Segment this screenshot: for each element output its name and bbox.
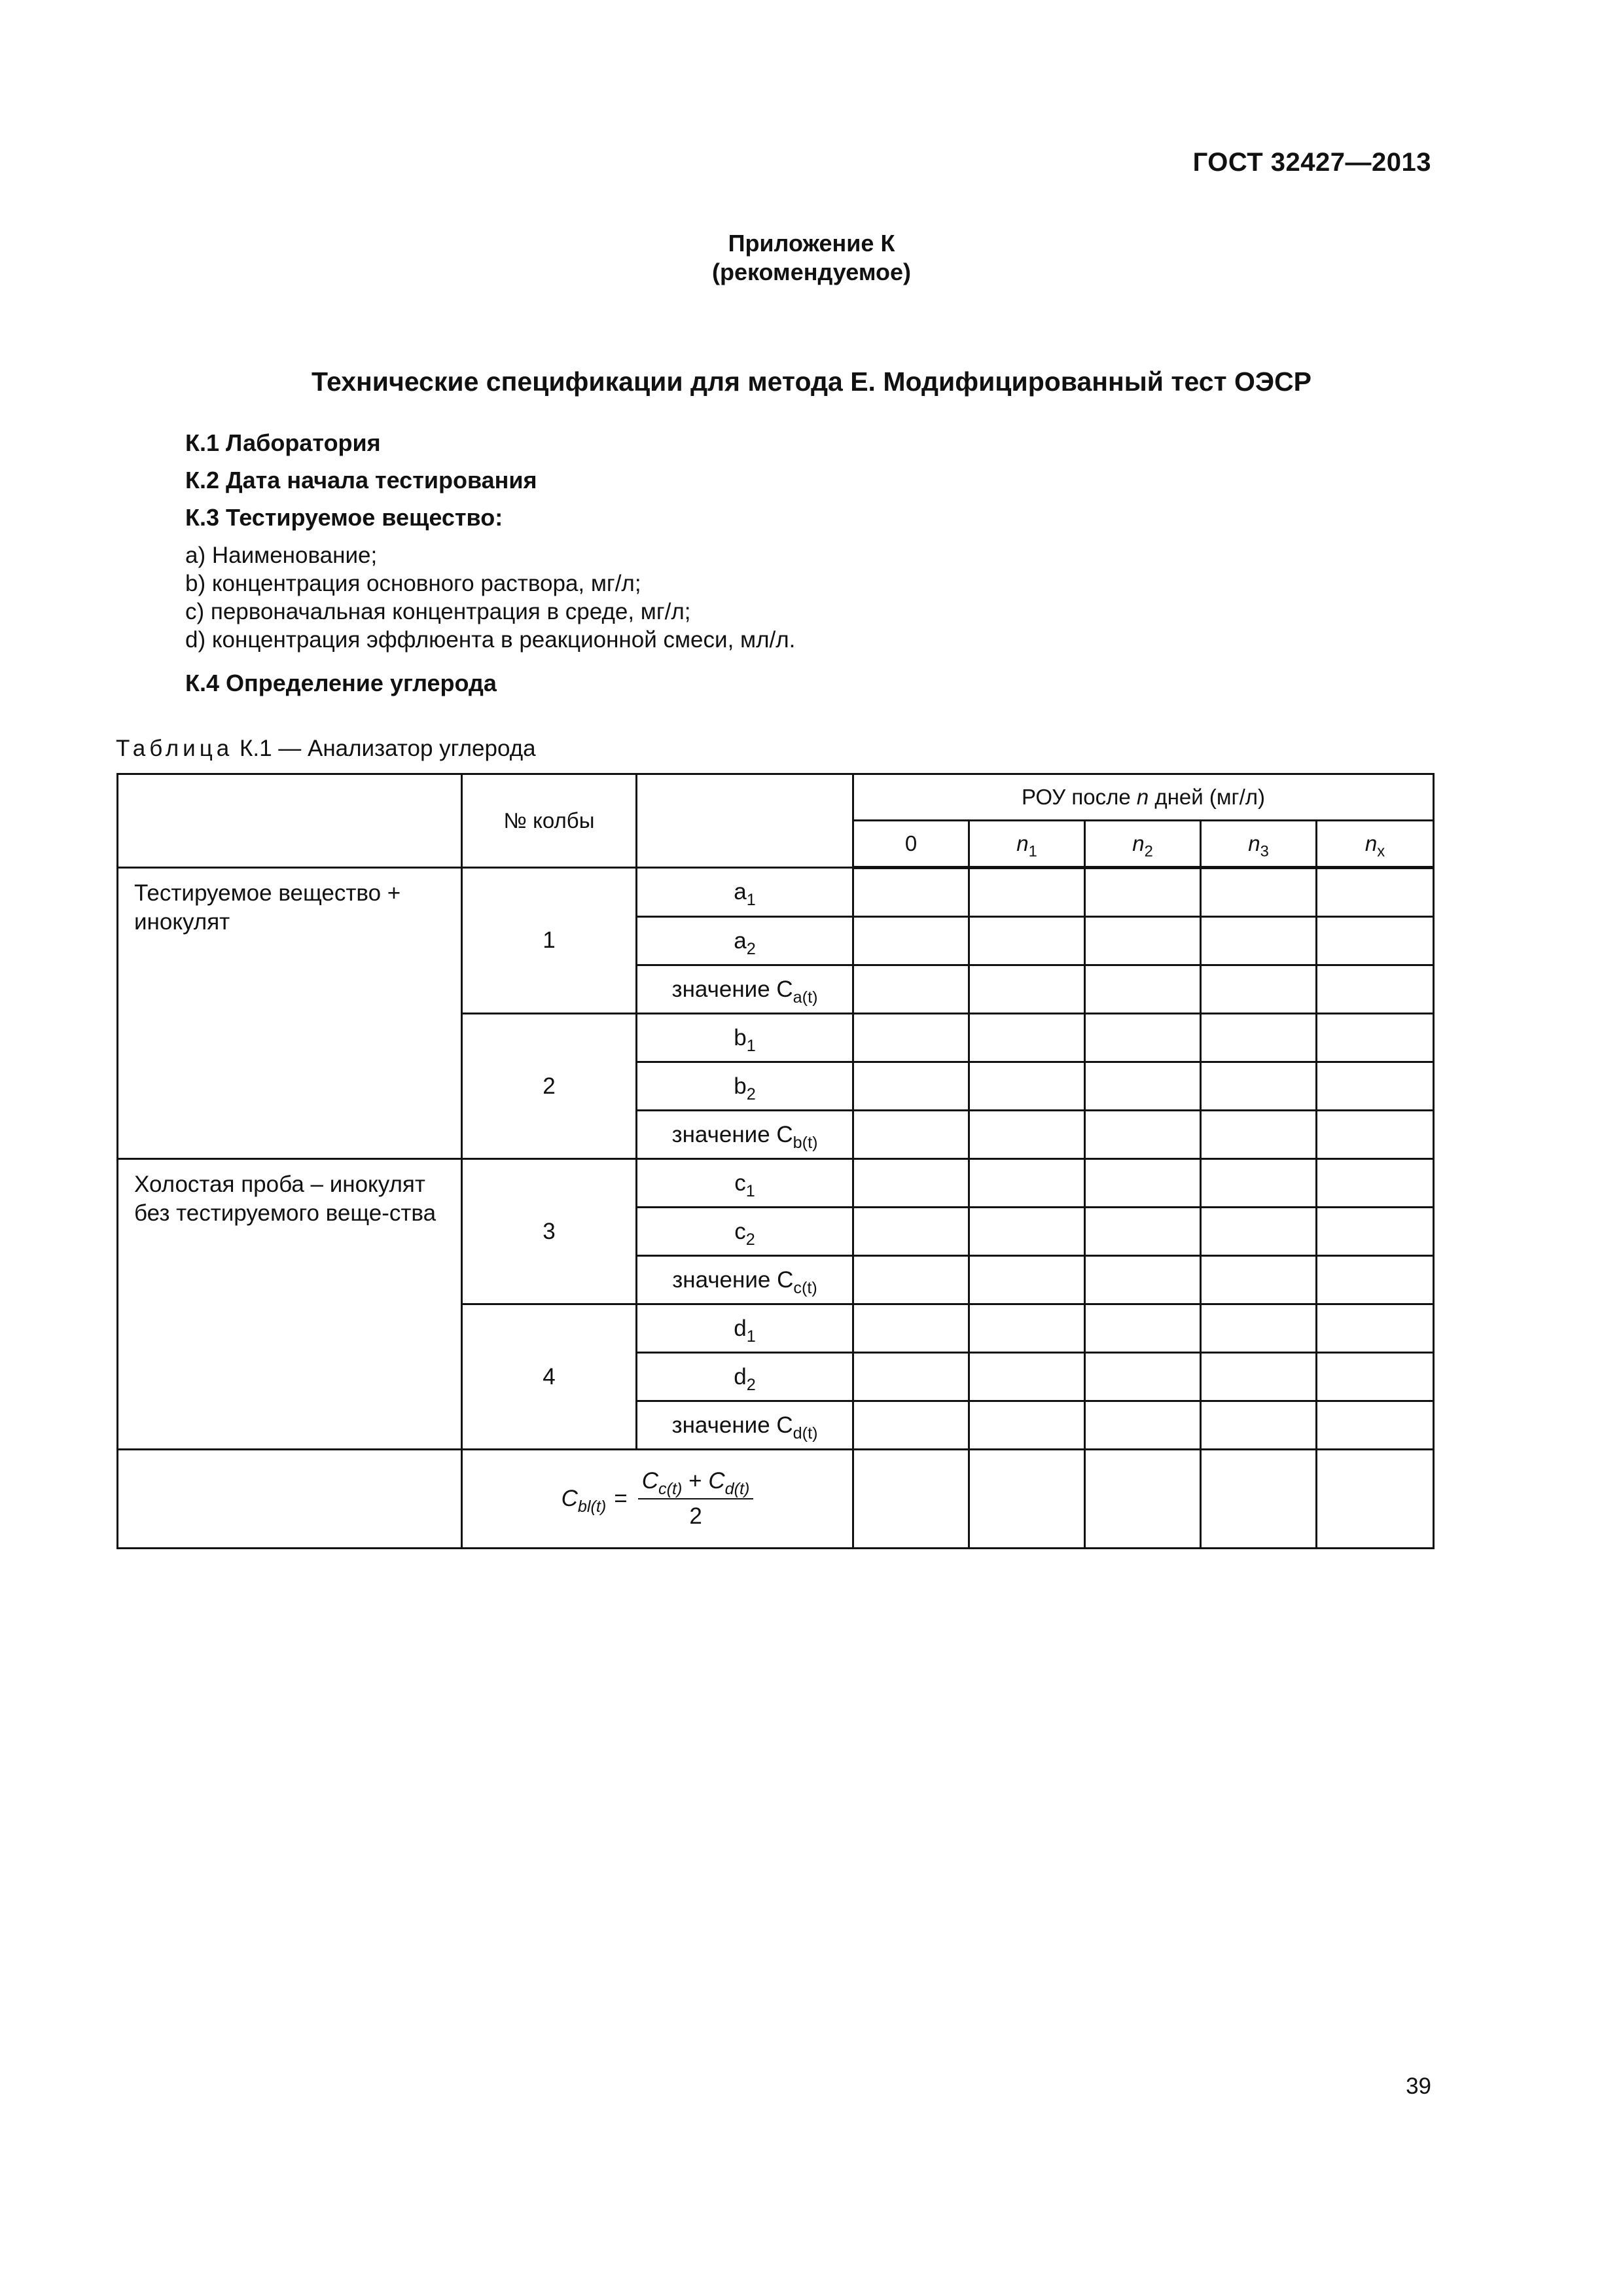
data-cell[interactable] bbox=[1085, 1450, 1201, 1549]
data-cell[interactable] bbox=[1201, 1111, 1317, 1159]
data-cell[interactable] bbox=[1085, 1014, 1201, 1062]
table-caption bbox=[116, 736, 536, 762]
measurement-label: $b_2$ bbox=[637, 1062, 853, 1111]
measurement-label: значение $C_{d(t)}$ bbox=[637, 1401, 853, 1450]
data-cell[interactable] bbox=[1201, 1208, 1317, 1256]
data-cell[interactable] bbox=[1201, 1014, 1317, 1062]
data-cell[interactable] bbox=[1317, 1208, 1434, 1256]
flask-number: 3 bbox=[462, 1159, 637, 1304]
measurement-label: $b_1$ bbox=[637, 1014, 853, 1062]
sample-label: Холостая проба – инокулят без тестируемого веще-ства bbox=[118, 1159, 462, 1450]
document-title: Технические спецификации для метода Е. Модифицированный тест ОЭСР bbox=[311, 367, 1312, 397]
data-cell[interactable] bbox=[1201, 868, 1317, 917]
data-cell[interactable] bbox=[1085, 1304, 1201, 1353]
measurement-label: $d_2$ bbox=[637, 1353, 853, 1401]
data-cell[interactable] bbox=[969, 1111, 1085, 1159]
data-cell[interactable] bbox=[969, 1208, 1085, 1256]
header-sample-cell bbox=[118, 774, 462, 868]
data-cell[interactable] bbox=[1201, 1062, 1317, 1111]
data-cell[interactable] bbox=[1317, 1401, 1434, 1450]
measurement-label: $a_2$ bbox=[637, 917, 853, 965]
formula-row bbox=[118, 1450, 1434, 1549]
section-k2: К.2 Дата начала тестирования bbox=[185, 467, 537, 493]
data-cell[interactable] bbox=[1201, 1353, 1317, 1401]
formula-denominator: 2 bbox=[689, 1503, 702, 1529]
table-caption-prefix: Таблица bbox=[116, 736, 234, 761]
header-day-0: 0 bbox=[853, 821, 969, 868]
k3-item-list bbox=[185, 541, 795, 654]
data-cell[interactable] bbox=[1085, 1353, 1201, 1401]
measurement-label: $c_1$ bbox=[637, 1159, 853, 1208]
header-roy-after-days: РОУ после n дней (мг/л) bbox=[853, 774, 1434, 821]
section-k4: К.4 Определение углерода bbox=[185, 670, 497, 696]
formula-lhs: $C_{bl(t)}$ bbox=[561, 1486, 607, 1516]
data-cell[interactable] bbox=[1085, 1256, 1201, 1304]
data-cell[interactable] bbox=[1085, 1208, 1201, 1256]
data-cell[interactable] bbox=[1085, 1111, 1201, 1159]
data-cell[interactable] bbox=[853, 917, 969, 965]
data-cell[interactable] bbox=[969, 1450, 1085, 1549]
data-cell[interactable] bbox=[969, 1062, 1085, 1111]
sample-label: Тестируемое вещество + инокулят bbox=[118, 868, 462, 1159]
blank-average-formula bbox=[462, 1450, 853, 1549]
data-cell[interactable] bbox=[853, 1062, 969, 1111]
data-cell[interactable] bbox=[1085, 1062, 1201, 1111]
appendix-status: (рекомендуемое) bbox=[712, 259, 911, 285]
section-k1: К.1 Лаборатория bbox=[185, 429, 381, 456]
formula-empty-cell bbox=[118, 1450, 462, 1549]
header-day-n1: $n_1$ bbox=[969, 821, 1085, 868]
k3-item: c) первоначальная концентрация в среде, мг/л; bbox=[185, 599, 691, 624]
page-number: 39 bbox=[1406, 2073, 1431, 2099]
measurement-label: $d_1$ bbox=[637, 1304, 853, 1353]
flask-number: 2 bbox=[462, 1014, 637, 1159]
data-cell[interactable] bbox=[1317, 1159, 1434, 1208]
data-cell[interactable] bbox=[853, 1014, 969, 1062]
table-caption-text: К.1 — Анализатор углерода bbox=[239, 736, 536, 761]
data-cell[interactable] bbox=[1201, 1304, 1317, 1353]
data-cell[interactable] bbox=[969, 1401, 1085, 1450]
data-cell[interactable] bbox=[1201, 1401, 1317, 1450]
standard-code: ГОСТ 32427—2013 bbox=[1192, 148, 1431, 177]
data-cell[interactable] bbox=[969, 1304, 1085, 1353]
data-cell[interactable] bbox=[1085, 1401, 1201, 1450]
data-cell[interactable] bbox=[853, 1159, 969, 1208]
data-cell[interactable] bbox=[853, 1353, 969, 1401]
data-cell[interactable] bbox=[1201, 1256, 1317, 1304]
data-cell[interactable] bbox=[853, 868, 969, 917]
data-cell[interactable] bbox=[1317, 1304, 1434, 1353]
data-cell[interactable] bbox=[853, 1111, 969, 1159]
flask-number: 1 bbox=[462, 868, 637, 1014]
data-cell[interactable] bbox=[969, 868, 1085, 917]
k3-item: b) концентрация основного раствора, мг/л; bbox=[185, 571, 641, 596]
data-cell[interactable] bbox=[1201, 1159, 1317, 1208]
header-day-n2: $n_2$ bbox=[1085, 821, 1201, 868]
measurement-label: $c_2$ bbox=[637, 1208, 853, 1256]
header-value-cell bbox=[637, 774, 853, 868]
data-cell[interactable] bbox=[1317, 1353, 1434, 1401]
data-cell[interactable] bbox=[1085, 917, 1201, 965]
data-cell[interactable] bbox=[969, 917, 1085, 965]
header-flask-number: № колбы bbox=[462, 774, 637, 868]
data-cell[interactable] bbox=[969, 965, 1085, 1014]
section-k3: К.3 Тестируемое вещество: bbox=[185, 504, 503, 531]
k3-item: d) концентрация эффлюента в реакционной смеси, мл/л. bbox=[185, 627, 796, 653]
header-day-n3: $n_3$ bbox=[1201, 821, 1317, 868]
data-cell[interactable] bbox=[1085, 868, 1201, 917]
data-cell[interactable] bbox=[853, 965, 969, 1014]
data-cell[interactable] bbox=[969, 1353, 1085, 1401]
k3-item: a) Наименование; bbox=[185, 543, 378, 568]
appendix-title: Приложение К bbox=[728, 230, 895, 257]
table-row bbox=[118, 1159, 1434, 1208]
measurement-label: значение $C_{b(t)}$ bbox=[637, 1111, 853, 1159]
data-cell[interactable] bbox=[853, 1208, 969, 1256]
data-cell[interactable] bbox=[1317, 1450, 1434, 1549]
data-cell[interactable] bbox=[1201, 917, 1317, 965]
data-cell[interactable] bbox=[1201, 965, 1317, 1014]
measurement-label: значение $C_{c(t)}$ bbox=[637, 1256, 853, 1304]
data-cell[interactable] bbox=[853, 1401, 969, 1450]
formula-numerator: $C_{c(t)} + C_{d(t)}$ bbox=[638, 1468, 754, 1499]
table-row bbox=[118, 868, 1434, 917]
header-day-nx: $n_x$ bbox=[1317, 821, 1434, 868]
data-cell[interactable] bbox=[1317, 868, 1434, 917]
data-cell[interactable] bbox=[1085, 1159, 1201, 1208]
carbon-analyzer-table bbox=[116, 773, 1435, 1549]
data-cell[interactable] bbox=[853, 1304, 969, 1353]
data-cell[interactable] bbox=[1317, 917, 1434, 965]
data-cell[interactable] bbox=[853, 1450, 969, 1549]
data-cell[interactable] bbox=[1085, 965, 1201, 1014]
data-cell[interactable] bbox=[969, 1256, 1085, 1304]
measurement-label: значение $C_{a(t)}$ bbox=[637, 965, 853, 1014]
data-cell[interactable] bbox=[1317, 1256, 1434, 1304]
data-cell[interactable] bbox=[853, 1256, 969, 1304]
flask-number: 4 bbox=[462, 1304, 637, 1450]
data-cell[interactable] bbox=[969, 1159, 1085, 1208]
appendix-heading bbox=[0, 229, 1623, 287]
formula-equals: = bbox=[614, 1486, 628, 1511]
data-cell[interactable] bbox=[1317, 965, 1434, 1014]
measurement-label: $a_1$ bbox=[637, 868, 853, 917]
formula-fraction bbox=[638, 1468, 754, 1530]
data-cell[interactable] bbox=[1201, 1450, 1317, 1549]
data-cell[interactable] bbox=[1317, 1014, 1434, 1062]
data-cell[interactable] bbox=[1317, 1111, 1434, 1159]
data-cell[interactable] bbox=[1317, 1062, 1434, 1111]
data-cell[interactable] bbox=[969, 1014, 1085, 1062]
